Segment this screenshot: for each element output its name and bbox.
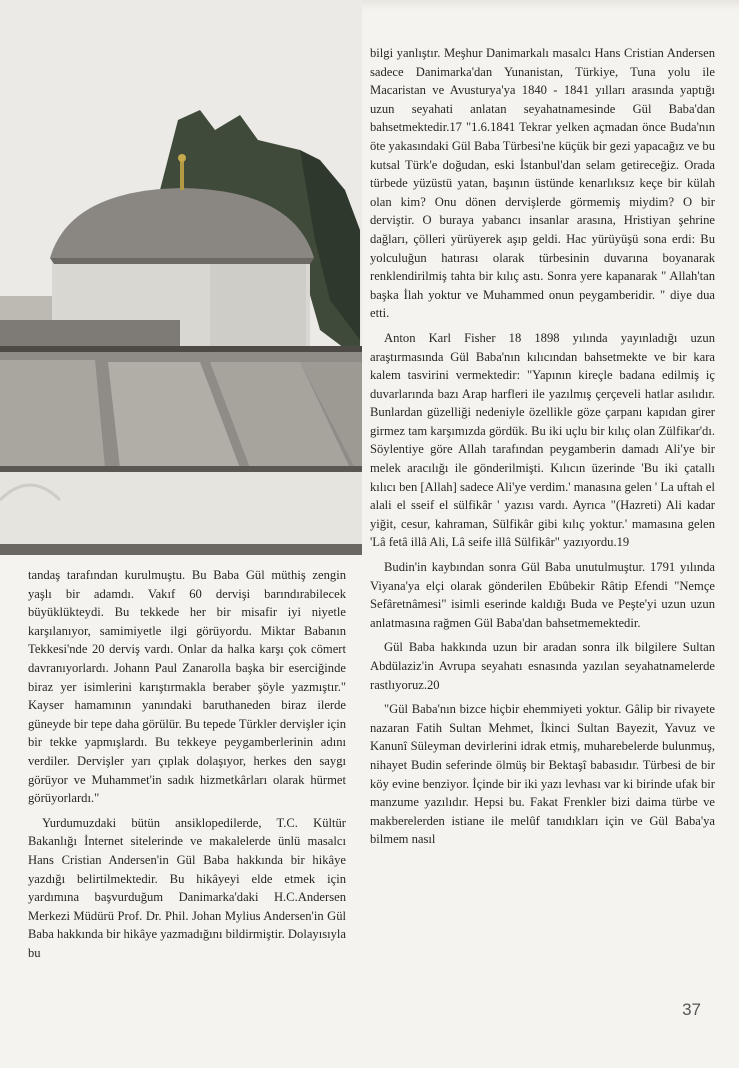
left-text-column [28,566,346,968]
paragraph: Gül Baba hakkında uzun bir aradan sonra ilk bilgilere Sultan Abdülaziz'in Avrupa seyahatı esnasında yazılan seyahatnamelerde rastlıyoruz.20 [370,640,715,692]
page-number: 37 [682,1000,701,1019]
paragraph: Budin'in kaybından sonra Gül Baba unutulmuştur. 1791 yılında Viyana'ya elçi olarak gönderilen Ebûbekir Râtip Efendi "Nemçe Sefâretnâmesi" isimli eserinde kaldığı Buda ve Peşte'yi uzun uzun anlatmasına rağmen Gül Baba'dan bahsetmemektedir. [370,560,715,630]
paragraph: "Gül Baba'nın bizce hiçbir ehemmiyeti yoktur. Gâlip bir rivayete nazaran Fatih Sultan Mehmet, İkinci Sultan Bayezit, Yavuz ve Kanunî Süleyman devirlerini idrak etmiş, muharebelerde bulunmuş, nihayet Budin seferinde ölmüş bir Bektaşî babasıdır. Türbesi de bir köy evine benziyor. İçinde bir iki yazı levhası var ki birinde ufak bir manzume yazılıdır. Hepsi bu. Fakat Frenkler bizi daima türbe ve makberelerden istiane ile melûf tanıdıkları için ve Gül Baba'ya bilmem nasıl [370,702,715,847]
paragraph: tandaş tarafından kurulmuştu. Bu Baba Gül müthiş zengin yaşlı bir adamdı. Vakıf 60 dervişi barındırabilecek büyüklükteydi. Bu tekkede her bir misafir iyi niyetle karşılanıyor, samimiyetle ilgi görüyordu. Miktar Babanın Tekkesi'nde 20 derviş vardı. Onlar da halka karşı çok cömert davranıyorlardı. Johann Paul Zanarolla başka bir eserciğinde biraz yer isimlerini karıştırmakla beraber şöyle yazmıştır." Kayser hamamının yanındaki baruthaneden biraz ilerde güneyde bir tepe daha görülür. Bu tepede Türkler dervişler için bir tekke yapmışlardı. Bu tekkeye peygamberlerinin adını verdiler. Dervişler yarı çıplak dolaşıyor, herkes den saygı görüyor ve Muhammet'in sadık hizmetkârları olarak hürmet görüyorlardı." [28,568,346,806]
paragraph: Yurdumuzdaki bütün ansiklopedilerde, T.C. Kültür Bakanlığı İnternet sitelerinde ve makalelerde ünlü masalcı Hans Cristian Andersen'in Gül Baba hakkında bir hikâye yazdığı belirtilmektedir. Bu hikâyeyi elde etmek için yardımına başvurduğum Danimarka'daki H.C.Andersen Merkezi Müdürü Prof. Dr. Phil. Johan Mylius Andersen'in Gül Baba hakkında bir hikâye yazmadığını bildirmiştir. Dolayısıyla bu [28,815,346,960]
paragraph: Anton Karl Fisher 18 1898 yılında yayınladığı uzun araştırmasında Gül Baba'nın kılıcından bahsetmekte ve bir kara kalem tasvirini vermektedir: "Yapının kireçle badana edilmiş iç duvarlarında bazı Arap harfleri ile yazılmış çerçeveli hatlar asılıdır. Bunlardan güzelliği nedeniyle özellikle göze çarpanı kapıdan girer girmez tam karşımızda gördük. Bu iki uçlu bir kılıç olan Zülfikar'dı. Söylentiye göre Allah tarafından peygamberin damadı Ali'ye bir melek aracılığı ile gönderilmişti. Kılıcın üzerinde 'Bu iki çatallı kılıcı ben [Allah] sadece Ali'ye verdim.' manasına gelen ' La uftah el alali el sseif el sülfikâr ' yazısı vardı. Ayrıca "(Hazreti) Ali kadar yiğit, cesur, kahraman, Sülfikâr gibi kılıç yoktur.' mamasına gelen 'Lâ fetâ illâ Ali, Lâ seife illâ Sülfikâr" yazıyordu.19 [370,330,715,550]
tomb-photo-illustration [0,0,362,555]
tomb-photo [0,0,362,555]
right-text-column [370,44,715,855]
paragraph: bilgi yanlıştır. Meşhur Danimarkalı masalcı Hans Cristian Andersen sadece Danimarka'dan Yunanistan, Türkiye, Tuna yolu ile Macaristan ve Avusturya'ya 1840 - 1841 yılları arasında yaptığı uzun seyahati anlatan seyahatnamesinde Gül Baba'dan bahsetmektedir.17 "1.6.1841 Tekrar yelken açmadan önce Buda'nın öte yakasındaki Gül Baba Türbesi'ne küçük bir gezi yapacağız ve bu kutsal Türk'e doğudan, eski İstanbul'dan selam getireceğiz. Orada türbede yüzüstü yatan, başının üstünde kenarlıksız keçe bir külah olan kim? Onu dönen dervişlerde görmemiş miydim? O bir derviştir. O buraya yabancı insanlar arasına, Hristiyan şehrine dağları, çölleri yürüyerek aşıp geldi. Hac yürüyüşü sona erdi: Bu yolculuğun hatırası olarak türbesinin duvarına boyanarak renklendirilmiş tahta bir kılıç astı. Sonra yere kapanarak " Allah'tan başka İlah yoktur ve Muhammed onun peygamberidir. " diye dua etti. [370,46,715,321]
